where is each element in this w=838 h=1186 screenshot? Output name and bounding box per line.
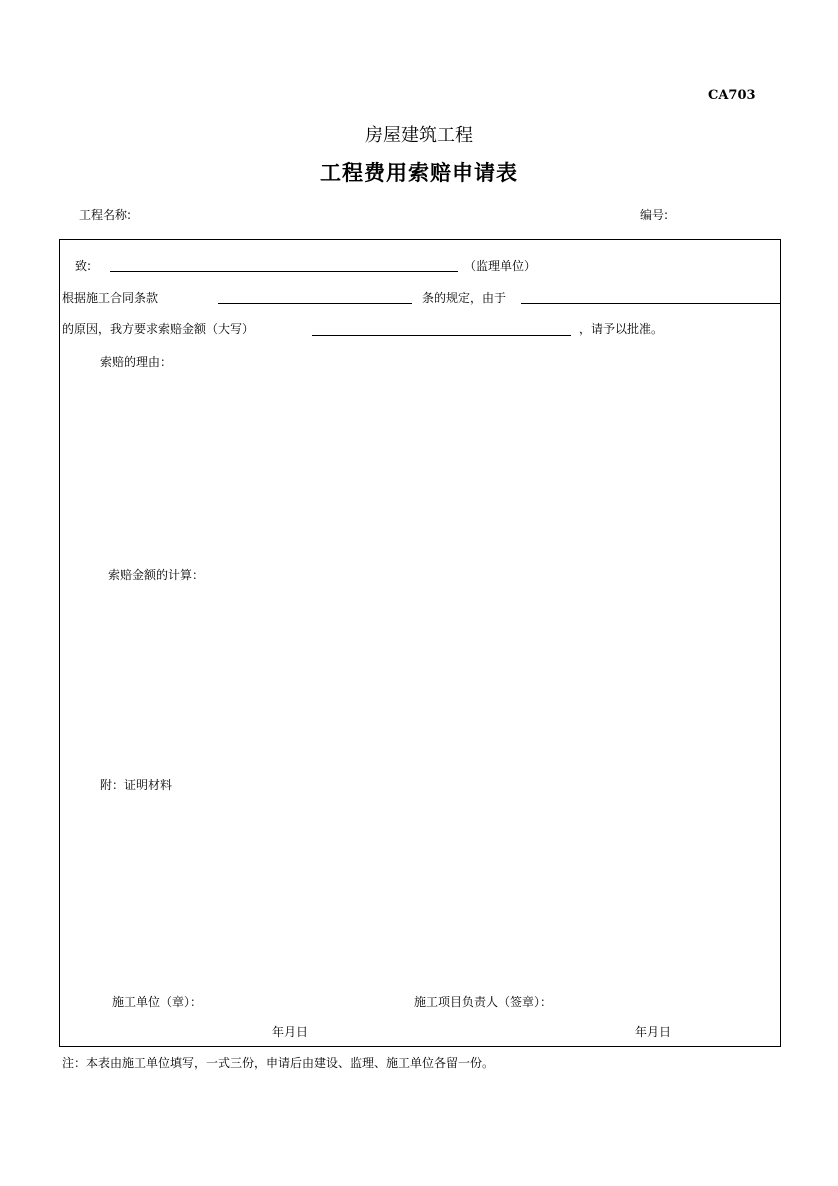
calculation-section-label: 索赔金额的计算： bbox=[108, 568, 205, 582]
footer-note: 注：本表由施工单位填写，一式三份，申请后由建设、监理、施工单位各留一份。 bbox=[62, 1056, 495, 1070]
number-label: 编号: bbox=[640, 208, 669, 222]
contract-clause-label: 根据施工合同条款 bbox=[62, 291, 159, 305]
project-manager-signature-label: 施工项目负责人（签章）： bbox=[414, 995, 553, 1009]
reason-section-label: 索赔的理由： bbox=[100, 355, 173, 369]
contractor-seal-label: 施工单位（章）： bbox=[112, 995, 203, 1009]
supervisor-fill-line[interactable] bbox=[110, 271, 458, 272]
clause-suffix-label: 条的规定，由于 bbox=[422, 291, 507, 305]
to-label: 致: bbox=[75, 259, 92, 273]
supervisor-unit-label: （监理单位） bbox=[464, 259, 537, 273]
approval-suffix-label: ，请予以批准。 bbox=[579, 322, 664, 336]
reason-fill-line[interactable] bbox=[521, 303, 780, 304]
amount-fill-line[interactable] bbox=[312, 335, 571, 336]
date-left: 年月日 bbox=[272, 1025, 309, 1039]
reason-amount-label: 的原因，我方要求索赔金额（大写） bbox=[62, 322, 255, 336]
clause-fill-line[interactable] bbox=[218, 303, 412, 304]
page-title: 工程费用索赔申请表 bbox=[320, 161, 518, 185]
project-name-label: 工程名称: bbox=[79, 208, 132, 222]
form-subtitle: 房屋建筑工程 bbox=[365, 125, 473, 146]
date-right: 年月日 bbox=[635, 1025, 672, 1039]
form-code: CA703 bbox=[708, 88, 756, 103]
attachment-label: 附：证明材料 bbox=[100, 778, 173, 792]
